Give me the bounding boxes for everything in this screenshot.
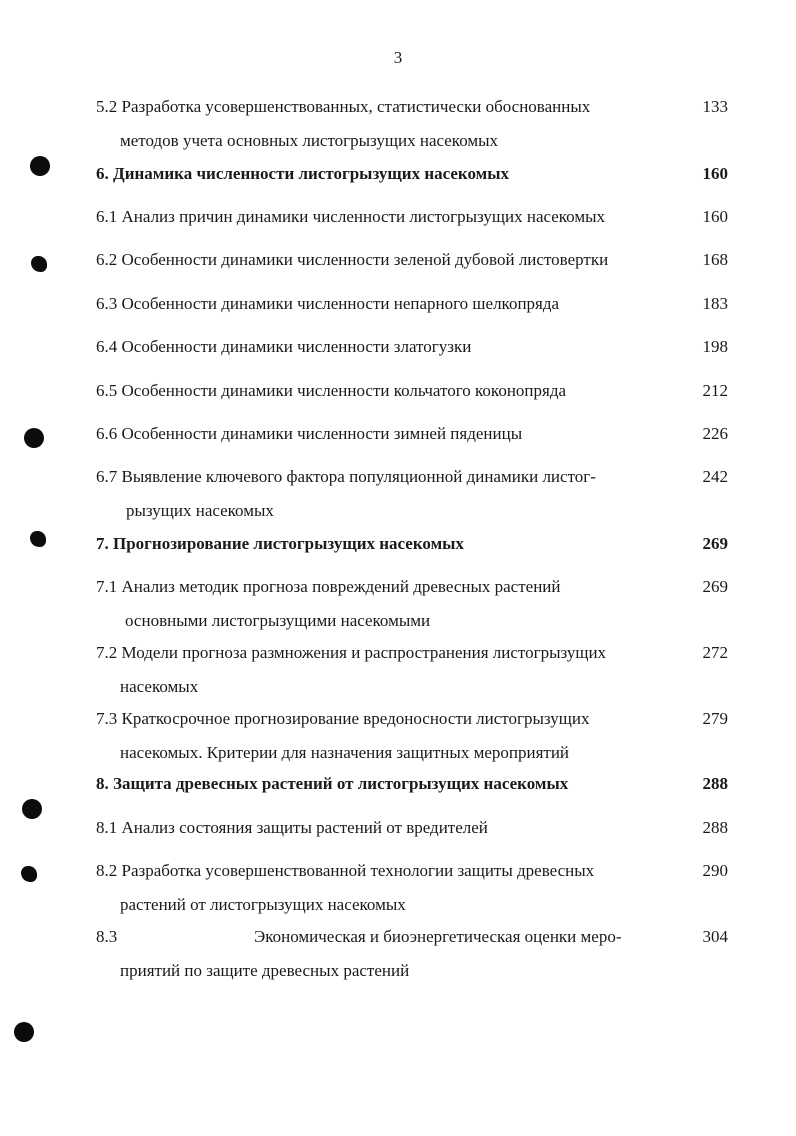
toc-entry-title (96, 460, 681, 528)
toc-entry-title (96, 200, 681, 234)
punch-hole (21, 866, 37, 882)
toc-page-number: 242 (702, 467, 728, 486)
toc-line: 6.3 Особенности динамики численности непарного шелкопряда (96, 294, 560, 313)
toc-entry-title (96, 702, 681, 770)
toc-line: насекомых (120, 677, 199, 696)
toc-page-number: 272 (702, 643, 728, 662)
toc-entry-6-5 (96, 374, 736, 408)
toc-line: 7.3 Краткосрочное прогнозирование вредоносности листогрызущих (96, 709, 590, 728)
toc-page-number: 226 (702, 424, 728, 443)
punch-hole (24, 428, 44, 448)
toc-page-number: 212 (702, 381, 728, 400)
toc-line: методов учета основных листогрызущих насекомых (120, 131, 499, 150)
toc-entry-title (96, 90, 681, 158)
punch-hole (31, 256, 47, 272)
toc-page-number: 279 (702, 709, 728, 728)
toc-line: 6.7 Выявление ключевого фактора популяционной динамики листог- (96, 467, 596, 486)
toc-line: 6.2 Особенности динамики численности зеленой дубовой листовертки (96, 250, 609, 269)
toc-entry-7-2 (96, 636, 736, 704)
punch-hole (30, 531, 46, 547)
toc-entry-title (96, 920, 681, 988)
toc-entry-title (96, 417, 681, 451)
toc-page-number: 290 (702, 861, 728, 880)
toc-entry-title (96, 527, 681, 561)
toc-page-number: 288 (702, 818, 728, 837)
toc-page-number: 304 (702, 927, 728, 946)
toc-entry-6-3 (96, 287, 736, 321)
toc-chapter-8 (96, 767, 736, 801)
toc-entry-6-4 (96, 330, 736, 364)
toc-entry-title (96, 287, 681, 321)
toc-entry-title (96, 330, 681, 364)
toc-line: насекомых. Критерии для назначения защитных мероприятий (120, 743, 570, 762)
toc-entry-8-2 (96, 854, 736, 922)
toc-entry-7-3 (96, 702, 736, 770)
toc-line: 8.2 Разработка усовершенствованной технологии защиты древесных (96, 861, 595, 880)
toc-entry-title (96, 243, 681, 277)
toc-chapter-7 (96, 527, 736, 561)
toc-page-number: 133 (702, 97, 728, 116)
toc-entry-title (96, 636, 681, 704)
toc-entry-7-1 (96, 570, 736, 638)
toc-page-number: 160 (702, 164, 728, 183)
toc-line: 7.1 Анализ методик прогноза повреждений древесных растений (96, 577, 561, 596)
toc-page-number: 269 (702, 534, 728, 553)
toc-line: 8. Защита древесных растений от листогрызущих насекомых (96, 774, 569, 793)
toc-line: 6.1 Анализ причин динамики численности листогрызущих насекомых (96, 207, 606, 226)
toc-line: 7. Прогнозирование листогрызущих насекомых (96, 534, 464, 553)
toc-entry-title (96, 157, 681, 191)
punch-hole (22, 799, 42, 819)
toc-entry-number: 8.3 (96, 927, 118, 946)
toc-page-number: 198 (702, 337, 728, 356)
toc-line: основными листогрызущими насекомыми (125, 611, 431, 630)
toc-entry-8-1 (96, 811, 736, 845)
punch-hole (14, 1022, 34, 1042)
toc-line: приятий по защите древесных растений (120, 961, 410, 980)
toc-page-number: 269 (702, 577, 728, 596)
toc-line (96, 920, 681, 954)
toc-line: 8.1 Анализ состояния защиты растений от вредителей (96, 818, 488, 837)
toc-line: 7.2 Модели прогноза размножения и распространения листогрызущих (96, 643, 607, 662)
page-number: 3 (393, 48, 403, 67)
toc-page-number: 183 (702, 294, 728, 313)
toc-page-number: 288 (702, 774, 728, 793)
toc-line: 6.4 Особенности динамики численности златогузки (96, 337, 472, 356)
toc-entry-8-3 (96, 920, 736, 988)
toc-chapter-6 (96, 157, 736, 191)
toc-line: растений от листогрызущих насекомых (120, 895, 406, 914)
toc-entry-title (96, 854, 681, 922)
toc-line-text: Экономическая и биоэнергетическая оценки меро- (254, 927, 622, 946)
toc-entry-title (96, 570, 681, 638)
toc-page-number: 160 (702, 207, 728, 226)
toc-line: 6.6 Особенности динамики численности зимней пяденицы (96, 424, 523, 443)
toc-line: рызущих насекомых (126, 501, 274, 520)
toc-entry-title (96, 811, 681, 845)
punch-hole (30, 156, 50, 176)
toc-entry-6-1 (96, 200, 736, 234)
toc-entry-title (96, 374, 681, 408)
toc-entry-6-7 (96, 460, 736, 528)
toc-entry-title (96, 767, 681, 801)
toc-line: 6. Динамика численности листогрызущих насекомых (96, 164, 510, 183)
toc-entry-6-6 (96, 417, 736, 451)
toc-page-number: 168 (702, 250, 728, 269)
toc-entry-5-2 (96, 90, 736, 158)
toc-line: 5.2 Разработка усовершенствованных, статистически обоснованных (96, 97, 591, 116)
toc-entry-6-2 (96, 243, 736, 277)
toc-line: 6.5 Особенности динамики численности кольчатого коконопряда (96, 381, 567, 400)
